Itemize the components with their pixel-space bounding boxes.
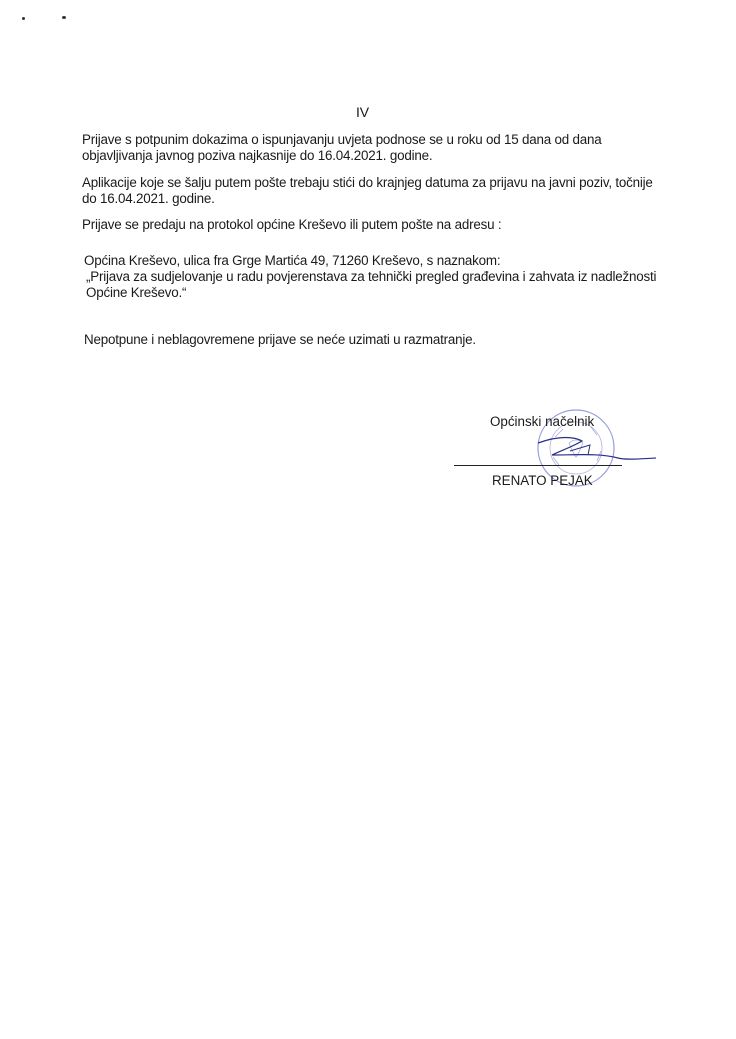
scan-mark-dot bbox=[22, 17, 25, 20]
signature-block bbox=[440, 405, 670, 515]
address-line: Općina Kreševo, ulica fra Grge Martića 49, 71260 Kreševo, s naznakom: bbox=[84, 253, 501, 268]
marking-text: „Prijava za sudjelovanje u radu povjerenstava za tehnički pregled građevina i zahvata iz nadležnosti Općine Kreševo.“ bbox=[86, 269, 657, 300]
paragraph-incomplete: Nepotpune i neblagovremene prijave se neće uzimati u razmatranje. bbox=[84, 332, 476, 347]
paragraph-postal-applications: Aplikacije koje se šalju putem pošte trebaju stići do krajnjeg datuma za prijavu na javni poziv, točnije do 16.04.2021. godine. bbox=[82, 175, 653, 206]
paragraph-deadline: Prijave s potpunim dokazima o ispunjavanju uvjeta podnose se u roku od 15 dana od dana objavljivanja javnog poziva najkasnije do 16.04.2021. godine. bbox=[82, 132, 602, 163]
signatory-title: Općinski načelnik bbox=[490, 414, 595, 429]
signature-line bbox=[454, 465, 622, 466]
section-number: IV bbox=[356, 104, 369, 120]
handwritten-signature bbox=[530, 425, 660, 475]
paragraph-submission: Prijave se predaju na protokol općine Kreševo ili putem pošte na adresu : bbox=[82, 217, 502, 232]
signatory-name: RENATO PEJAK bbox=[492, 473, 593, 488]
scan-mark-dot bbox=[62, 16, 66, 19]
